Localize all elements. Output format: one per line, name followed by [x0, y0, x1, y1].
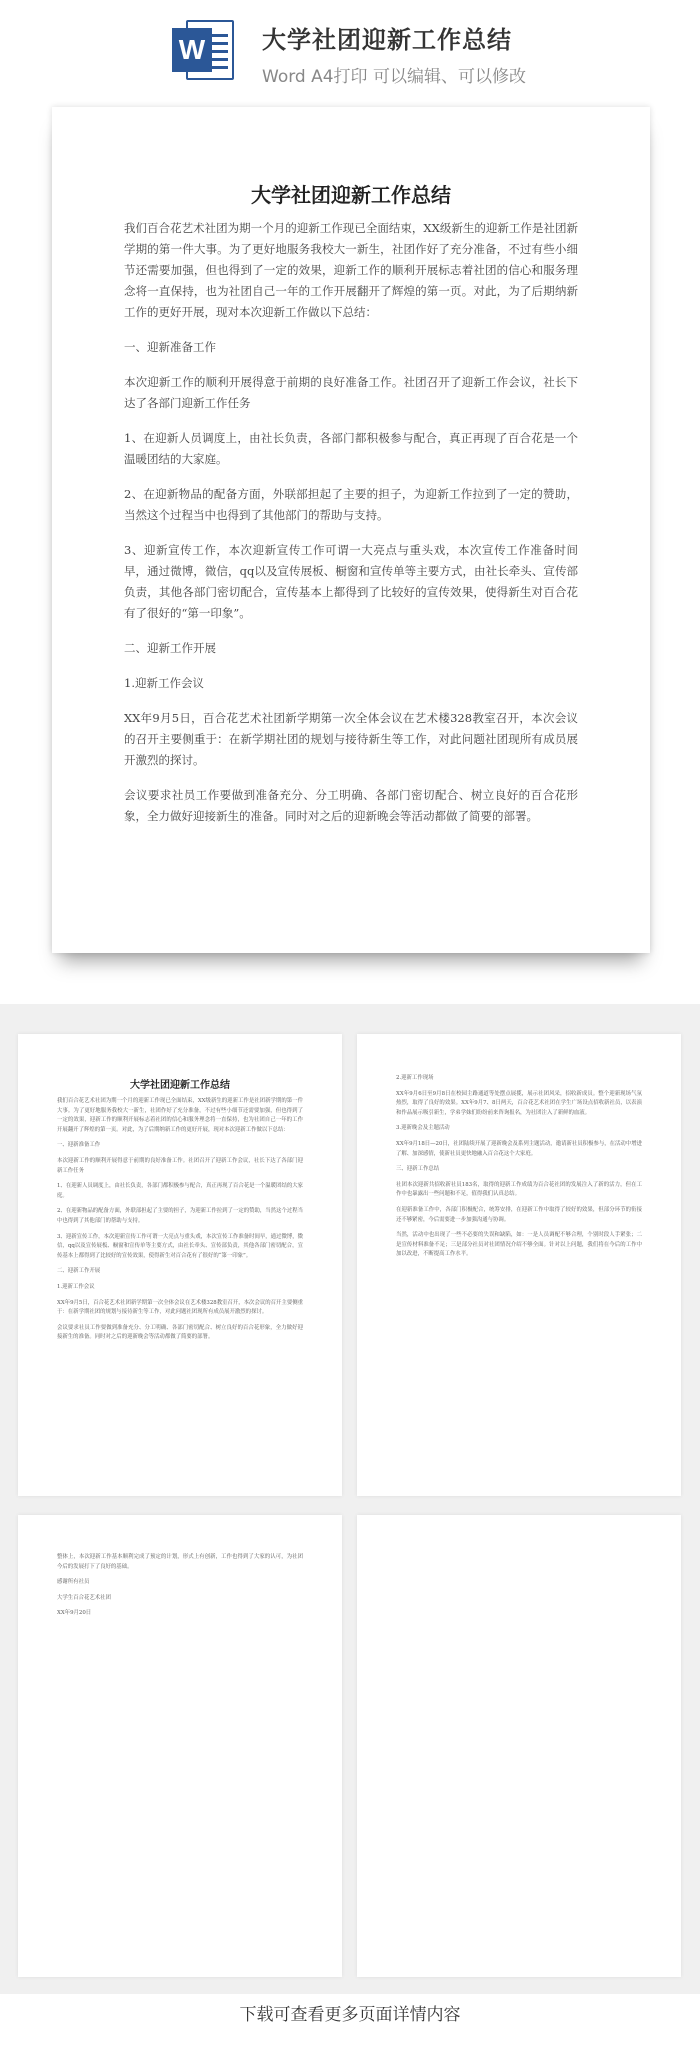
meeting-paragraph-2: 会议要求社员工作要做到准备充分、分工明确、各部门密切配合、树立良好的百合花形象，全力做好迎接新生的准备。同时对之后的迎新晚会等活动都做了简要的部署。	[124, 788, 578, 823]
header-title: 大学社团迎新工作总结	[262, 26, 512, 54]
document-preview-page	[52, 107, 650, 953]
intro-paragraph: 我们百合花艺术社团为期一个月的迎新工作现已全面结束，XX级新生的迎新工作是社团新学期的第一件大事。为了更好地服务我校大一新生，社团作好了充分准备，不过有些小细节还需要加强，但也得到了一定的效果，迎新工作的顺利开展标志着社团的信心和服务理念将一直保持，也为社团自己一年的工作开展翻开了辉煌的第一页。对此，为了后期纳新工作的更好开展，现对本次迎新工作做以下总结：	[124, 221, 578, 319]
thumb-text: 1、在迎新人员调度上，由社长负责，各部门都积极参与配合，真正再现了百合花是一个温暖团结的大家庭。	[57, 1183, 304, 1199]
thumb-text: 大学生百合花艺术社团	[57, 1594, 111, 1601]
document-title: 大学社团迎新工作总结	[251, 183, 451, 207]
thumb-text: 会议要求社员工作要做到准备充分、分工明确、各部门密切配合、树立良好的百合花形象，全力做好迎接新生的准备。同时对之后的迎新晚会等活动都做了简要的部署。	[57, 1324, 303, 1341]
word-document-icon	[172, 18, 236, 82]
thumb-text: 3.迎新晚会及主题活动	[396, 1125, 450, 1132]
thumb-text: 当然，活动中也出现了一些不必要的失误和缺陷，如：一是人员调配不够合理，个别时段人手紧张；二是宣传材料准备不足；三是部分社员对社团情况介绍不够全面。针对以上问题，我们将在今后的工作中加以改进，不断提高工作水平。	[396, 1232, 642, 1258]
preparation-item-2: 2、在迎新物品的配备方面，外联部担起了主要的担子，为迎新工作拉到了一定的赞助，当然这个过程当中也得到了其他部门的帮助与支持。	[124, 487, 578, 522]
preparation-item-3: 3、迎新宣传工作，本次迎新宣传工作可谓一大亮点与重头戏，本次宣传工作准备时间早，通过微博，微信，qq以及宣传展板、橱窗和宣传单等主要方式，由社长牵头、宣传部负责，其他各部门密切配合，宣传基本上都得到了比较好的宣传效果，使得新生对百合花有了很好的“第一印象”。	[124, 543, 578, 620]
thumbnail-page-4-blank[interactable]	[357, 1515, 681, 1977]
thumb-text: 2.迎新工作现场	[396, 1075, 434, 1081]
thumb-text: 我们百合花艺术社团为期一个月的迎新工作现已全面结束，XX级新生的迎新工作是社团新学期的第一件大事。为了更好地服务我校大一新生，社团作好了充分准备，不过有些小细节还需要加强，但也得到了一定的效果，迎新工作的顺利开展标志着社团的信心和服务理念将一直保持，也为社团自己一年的工作开展翻开了辉煌的第一页。对此，为了后期纳新工作的更好开展，现对本次迎新工作做以下总结：	[57, 1098, 303, 1133]
thumb-text: XX年9月18日—20日，社团陆续开展了迎新晚会及系列主题活动，邀请新社员积极参与，在活动中增进了解、加深感情，使新社员更快地融入百合花这个大家庭。	[396, 1140, 642, 1157]
thumbnail-page-1[interactable]	[18, 1034, 342, 1496]
thumbnail-title: 大学社团迎新工作总结	[130, 1080, 230, 1091]
thumb-text: 二、迎新工作开展	[57, 1268, 101, 1275]
preparation-paragraph: 本次迎新工作的顺利开展得意于前期的良好准备工作。社团召开了迎新工作会议，社长下达了各部门迎新工作任务	[124, 375, 578, 410]
section-heading-execution: 二、迎新工作开展	[124, 641, 216, 655]
thumb-text: 社团本次迎新共招收新社员183名，取得的迎新工作成绩为百合花社团的发展注入了新的活力，但在工作中也暴露出一些问题和不足，值得我们认真总结。	[396, 1181, 642, 1198]
thumb-text: 本次迎新工作的顺利开展得意于前期的良好准备工作。社团召开了迎新工作会议，社长下达了各部门迎新工作任务	[57, 1157, 303, 1174]
preparation-item-1: 1、在迎新人员调度上，由社长负责，各部门都积极参与配合，真正再现了百合花是一个温暖团结的大家庭。	[124, 431, 578, 466]
meeting-paragraph: XX年9月5日，百合花艺术社团新学期第一次全体会议在艺术楼328教室召开，本次会议的召开主要侧重于：在新学期社团的规划与接待新生等工作，对此问题社团现所有成员展开激烈的探讨。	[124, 711, 578, 767]
thumb-text: XX年9月20日	[57, 1610, 92, 1617]
header	[0, 0, 700, 90]
download-hint[interactable]: 下载可查看更多页面详情内容	[239, 2005, 461, 2025]
header-subtitle: Word A4打印 可以编辑、可以修改	[262, 67, 526, 87]
thumb-text: 2、在迎新物品的配备方面，外联部担起了主要的担子，为迎新工作拉到了一定的赞助，当然这个过程当中也得到了其他部门的帮助与支持。	[57, 1208, 304, 1224]
thumb-text: 1.迎新工作会议	[57, 1283, 95, 1290]
thumb-text: 一、迎新准备工作	[57, 1142, 101, 1149]
word-w-badge: W	[172, 28, 212, 72]
thumb-text: XX年9月5日，百合花艺术社团新学期第一次全体会议在艺术楼328教室召开，本次会议的召开主要侧重于：在新学期社团的规划与接待新生等工作，对此问题社团现所有成员展开激烈的探讨。	[57, 1299, 303, 1316]
thumb-text: 3、迎新宣传工作，本次迎新宣传工作可谓一大亮点与重头戏，本次宣传工作准备时间早，通过微博，微信，qq以及宣传展板、橱窗和宣传单等主要方式，由社长牵头、宣传部负责，其他各部门密切配合，宣传基本上都得到了比较好的宣传效果，使得新生对百合花有了很好的“第一印象”。	[57, 1233, 304, 1259]
thumb-text: 三、迎新工作总结	[396, 1166, 440, 1173]
thumb-text: 在迎新准备工作中，各部门积极配合，统筹安排，在迎新工作中取得了较好的效果，但部分环节的衔接还不够紧密，今后需要进一步加强沟通与协调。	[396, 1206, 642, 1223]
thumbnail-page-3[interactable]	[18, 1515, 342, 1977]
thumb-text: XX年9月6日至9月8日在校园主路通道等处摆点展揽，展示社团风采，招收新成员。整个迎新现场气氛热烈，取得了良好的效果。XX年9月7、8日两天，百合花艺术社团在学生广场设点招收新社员，以表演和作品展示吸引新生，学弟学妹们纷纷前来咨询报名，为社团注入了新鲜的血液。	[396, 1090, 642, 1116]
thumbnail-page-2[interactable]	[357, 1034, 681, 1496]
subheading-meeting: 1.迎新工作会议	[124, 676, 204, 690]
thumb-text: 感谢所有社员	[57, 1579, 90, 1586]
thumb-text: 整体上，本次迎新工作基本顺利完成了预定的计划，形式上有创新，工作也得到了大家的认可，为社团今后的发展打下了良好的基础。	[57, 1554, 303, 1570]
section-heading-preparation: 一、迎新准备工作	[124, 340, 216, 354]
